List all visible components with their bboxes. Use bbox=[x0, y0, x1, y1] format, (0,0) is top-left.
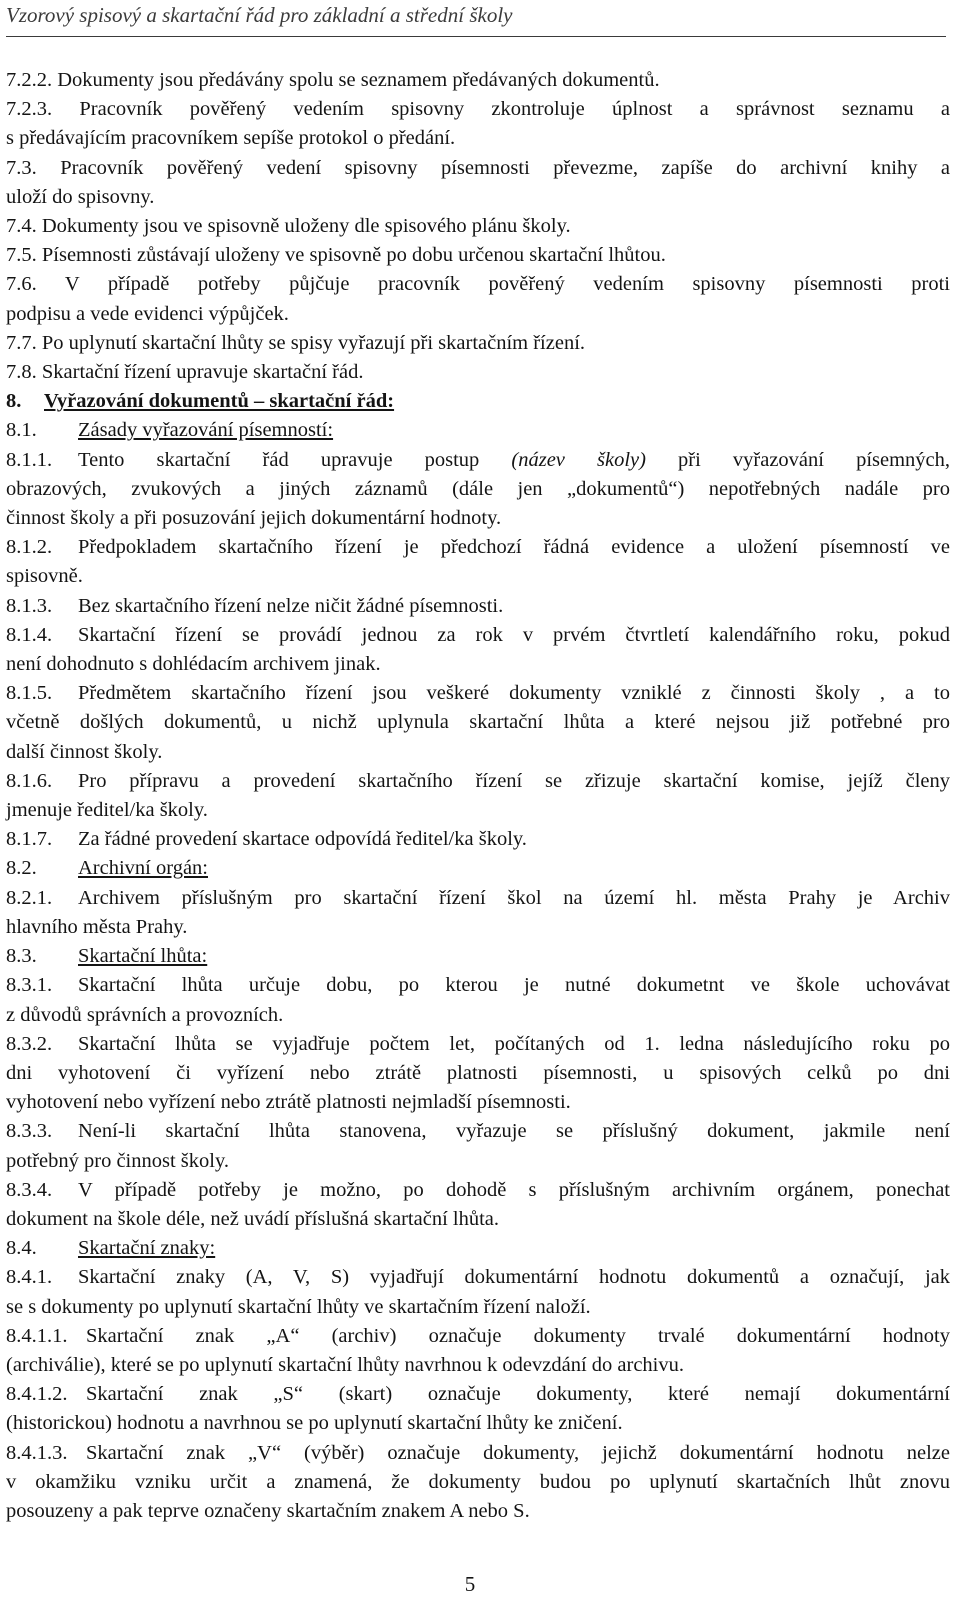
text-line: jmenuje ředitel/ka školy. bbox=[6, 799, 208, 822]
text-line bbox=[6, 971, 950, 1000]
text-line: včetně došlých dokumentů, u nichž uplynula skartační lhůta a které nejsou již potřebné pro bbox=[6, 711, 950, 734]
text-line: 7.2.2. Dokumenty jsou předávány spolu se seznamem předávaných dokumentů. bbox=[6, 69, 660, 91]
text-line bbox=[6, 592, 950, 621]
item-number: 8.1.7. bbox=[6, 828, 53, 851]
header-title: Vzorový spisový a skartační řád pro základní a střední školy bbox=[6, 3, 513, 27]
text-line: potřebný pro činnost školy. bbox=[6, 1149, 230, 1172]
text-line: (archiválie), které se po uplynutí skartační lhůty navrhnou k odevzdání do archivu. bbox=[6, 1353, 684, 1376]
item-number: 8.1.3. bbox=[6, 594, 53, 617]
item-number: 8.4.1.3. bbox=[6, 1441, 68, 1464]
text-fragment: Pro přípravu a provedení skartačního řízení se zřizuje skartační komise, jejíž členy bbox=[78, 769, 950, 792]
item-number: 8.1.6. bbox=[6, 769, 53, 792]
text-fragment: při vyřazování písemných, bbox=[678, 448, 951, 471]
text-line bbox=[6, 679, 950, 708]
text-fragment: Za řádné provedení skartace odpovídá ředitel/ka školy. bbox=[78, 828, 527, 851]
section-number: 8.4. bbox=[6, 1237, 37, 1260]
text-line: 7.6. V případě potřeby půjčuje pracovník pověřený vedením spisovny písemnosti proti bbox=[6, 273, 950, 296]
text-line bbox=[6, 446, 950, 475]
running-header bbox=[6, 0, 946, 37]
text-line: uloží do spisovny. bbox=[6, 185, 155, 208]
text-fragment: Skartační znak „S“ (skart) označuje dokumenty, které nemají dokumentární bbox=[86, 1383, 950, 1406]
item-number: 8.1.1. bbox=[6, 448, 53, 471]
text-line bbox=[6, 1030, 950, 1059]
section-heading-8 bbox=[6, 387, 950, 416]
text-line bbox=[6, 825, 950, 854]
text-line bbox=[6, 884, 950, 913]
text-line: dokument na škole déle, než uvádí příslušná skartační lhůta. bbox=[6, 1207, 500, 1230]
item-number: 8.3.1. bbox=[6, 974, 53, 997]
text-line bbox=[6, 1439, 950, 1468]
section-title: Skartační znaky: bbox=[78, 1237, 216, 1260]
item-number: 8.1.4. bbox=[6, 623, 53, 646]
subsection-heading-8-1 bbox=[6, 416, 950, 445]
text-line bbox=[6, 1380, 950, 1409]
text-line: dni vyhotovení či vyřízení nebo ztrátě platnosti písemnosti, u spisových celků po dni bbox=[6, 1061, 950, 1084]
section-number: 8.3. bbox=[6, 945, 37, 968]
text-fragment: Skartační znak „A“ (archiv) označuje dokumenty trvalé dokumentární hodnoty bbox=[86, 1324, 950, 1347]
text-line bbox=[6, 1176, 950, 1205]
text-line: není dohodnuto s dohlédacím archivem jinak. bbox=[6, 653, 381, 676]
text-line: podpisu a vede evidenci výpůjček. bbox=[6, 302, 289, 325]
text-line: 7.5. Písemnosti zůstávají uloženy ve spisovně po dobu určenou skartační lhůtou. bbox=[6, 244, 666, 267]
section-number: 8.1. bbox=[6, 419, 37, 442]
text-line: spisovně. bbox=[6, 565, 83, 588]
item-number: 8.3.3. bbox=[6, 1120, 53, 1143]
text-line: činnost školy a při posuzování jejich dokumentární hodnoty. bbox=[6, 507, 502, 530]
section-title: Skartační lhůta: bbox=[78, 945, 208, 968]
text-italic: (název školy) bbox=[511, 448, 646, 471]
item-number: 8.3.2. bbox=[6, 1032, 53, 1055]
text-line: 7.4. Dokumenty jsou ve spisovně uloženy dle spisového plánu školy. bbox=[6, 215, 571, 238]
text-fragment: Není-li skartační lhůta stanovena, vyřazuje se příslušný dokument, jakmile není bbox=[78, 1120, 950, 1143]
text-line bbox=[6, 1263, 950, 1292]
text-fragment: Skartační znak „V“ (výběr) označuje dokumenty, jejichž dokumentární hodnotu nelze bbox=[86, 1441, 950, 1464]
text-line: se s dokumenty po uplynutí skartační lhůty ve skartačním řízení naloží. bbox=[6, 1295, 591, 1318]
text-fragment: Předmětem skartačního řízení jsou veškeré dokumenty vzniklé z činnosti školy , a to bbox=[78, 682, 950, 705]
text-line: s předávajícím pracovníkem sepíše protokol o předání. bbox=[6, 127, 456, 150]
text-fragment: Skartační řízení se provádí jednou za rok v prvém čtvrtletí kalendářního roku, pokud bbox=[78, 623, 950, 646]
text-line: z důvodů správních a provozních. bbox=[6, 1003, 284, 1026]
text-fragment: V případě potřeby je možno, po dohodě s příslušným archivním orgánem, ponechat bbox=[78, 1178, 950, 1201]
text-fragment: Skartační znaky (A, V, S) vyjadřují dokumentární hodnotu dokumentů a označují, jak bbox=[78, 1266, 950, 1289]
section-title: Archivní orgán: bbox=[78, 857, 208, 880]
section-number: 8. bbox=[6, 390, 22, 413]
text-line bbox=[6, 621, 950, 650]
document-body bbox=[6, 66, 950, 1526]
text-fragment: Skartační lhůta se vyjadřuje počtem let, počítaných od 1. ledna následujícího roku po bbox=[78, 1032, 950, 1055]
item-number: 8.3.4. bbox=[6, 1178, 53, 1201]
text-line: v okamžiku vzniku určit a znamená, že dokumenty budou po uplynutí skartačních lhůt znovu bbox=[6, 1470, 950, 1493]
text-line: 7.3. Pracovník pověřený vedení spisovny písemnosti převezme, zapíše do archivní knihy a bbox=[6, 156, 950, 179]
text-line: hlavního města Prahy. bbox=[6, 915, 188, 938]
subsection-heading-8-2 bbox=[6, 854, 950, 883]
section-title: Zásady vyřazování písemností: bbox=[78, 419, 334, 442]
section-number: 8.2. bbox=[6, 857, 37, 880]
text-line bbox=[6, 1322, 950, 1351]
item-number: 8.2.1. bbox=[6, 886, 53, 909]
text-line bbox=[6, 767, 950, 796]
subsection-heading-8-3 bbox=[6, 942, 950, 971]
text-line: posouzeny a pak teprve označeny skartačním znakem A nebo S. bbox=[6, 1499, 530, 1522]
text-line: 7.7. Po uplynutí skartační lhůty se spisy vyřazují při skartačním řízení. bbox=[6, 331, 586, 354]
item-number: 8.4.1. bbox=[6, 1266, 53, 1289]
item-number: 8.1.2. bbox=[6, 536, 53, 559]
text-fragment: Tento skartační řád upravuje postup bbox=[78, 448, 480, 471]
text-fragment: Skartační lhůta určuje dobu, po kterou je nutné dokumetnt ve škole uchovávat bbox=[78, 974, 950, 997]
text-line: vyhotovení nebo vyřízení nebo ztrátě platnosti nejmladší písemnosti. bbox=[6, 1091, 571, 1114]
section-title: Vyřazování dokumentů – skartační řád: bbox=[44, 390, 395, 413]
text-fragment: Archivem příslušným pro skartační řízení škol na území hl. města Prahy je Archiv bbox=[78, 886, 950, 909]
text-line: (historickou) hodnotu a navrhnou se po uplynutí skartační lhůty ke zničení. bbox=[6, 1412, 623, 1435]
text-fragment: Předpokladem skartačního řízení je předchozí řádná evidence a uložení písemností ve bbox=[78, 536, 950, 559]
text-line bbox=[6, 533, 950, 562]
text-line: obrazových, zvukových a jiných záznamů (dále jen „dokumentů“) nepotřebných nadále pro bbox=[6, 477, 950, 500]
text-line: 7.2.3. Pracovník pověřený vedením spisovny zkontroluje úplnost a správnost seznamu a bbox=[6, 98, 950, 121]
page-number: 5 bbox=[464, 1572, 476, 1596]
subsection-heading-8-4 bbox=[6, 1234, 950, 1263]
text-line: další činnost školy. bbox=[6, 740, 163, 763]
text-fragment: Bez skartačního řízení nelze ničit žádné písemnosti. bbox=[78, 594, 504, 617]
text-line bbox=[6, 1117, 950, 1146]
text-line: 7.8. Skartační řízení upravuje skartační řád. bbox=[6, 361, 364, 384]
item-number: 8.4.1.1. bbox=[6, 1324, 68, 1347]
item-number: 8.1.5. bbox=[6, 682, 53, 705]
item-number: 8.4.1.2. bbox=[6, 1383, 68, 1406]
